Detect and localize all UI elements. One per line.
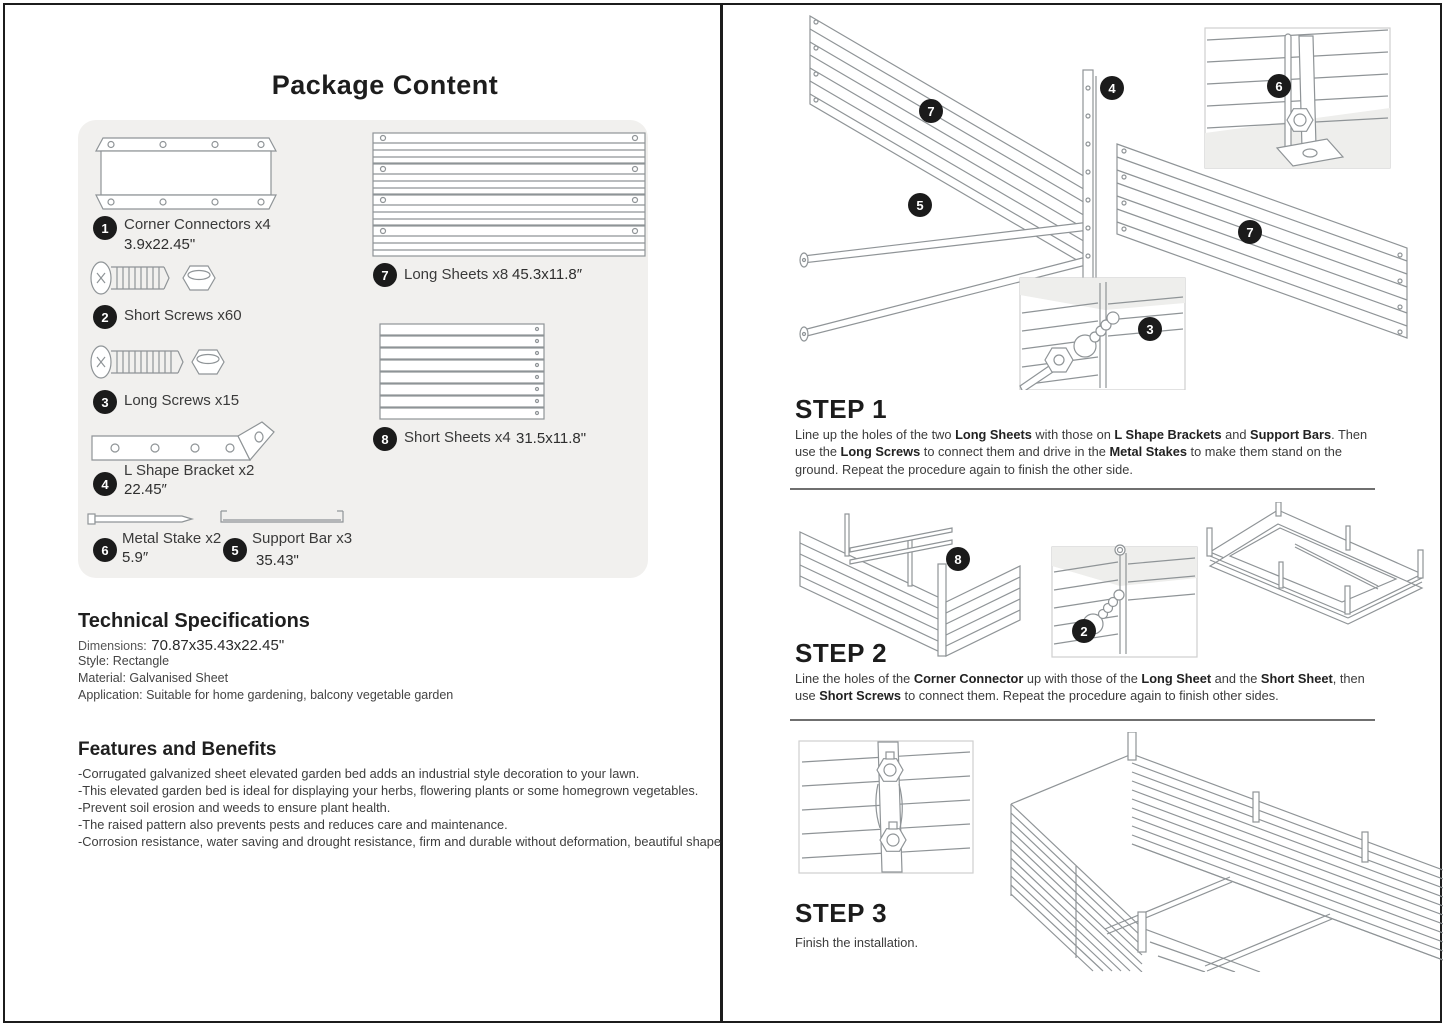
l-bracket-drawing [90,420,280,465]
package-content-box [78,120,648,578]
column-divider [720,3,723,1023]
step2-run: Short Sheet [1260,671,1333,686]
specs-dimensions [78,637,284,655]
part-dims-7: 45.3x11.8″ [512,266,583,283]
specs-application: Application: Suitable for home gardening, balcony vegetable garden [78,688,454,702]
part-badge-5: 5 [223,538,247,562]
step1-run: with those on [1031,427,1115,442]
feature-item: -Corrosion resistance, water saving and drought resistance, firm and durable without deformation, beautiful shape [78,834,722,849]
callout-long-sheet-2: 7 [1238,220,1262,244]
step1-run: L Shape Brackets [1114,427,1222,442]
support-bar-drawing [218,508,346,528]
corner-connector-drawing [93,135,279,213]
features-title: Features and Benefits [78,739,277,760]
callout-support-bar: 5 [908,193,932,217]
part-dims-1: 3.9x22.45" [124,236,196,253]
specs-dimensions-label: Dimensions: [78,639,147,653]
step2-run: Line the holes of the [795,671,914,686]
step2-diagram [790,502,1440,660]
part-badge-6: 6 [93,538,117,562]
divider-step1 [790,488,1375,490]
step1-run: . Then use the [795,427,1368,460]
part-name-2: Short Screws x60 [124,307,242,324]
part-name-3: Long Screws x15 [124,392,240,409]
step1-run: Metal Stakes [1109,444,1187,460]
part-name-8: Short Sheets x4 [404,429,511,446]
feature-item: -Prevent soil erosion and weeds to ensure plant health. [78,800,391,815]
step2-run: and the [1211,671,1261,686]
part-name-4: L Shape Bracket x2 [124,462,255,479]
step2-run: up with those of the [1023,671,1142,686]
callout-short-screw: 2 [1072,619,1096,643]
step3-text: Finish the installation. [795,935,919,950]
part-name-6: Metal Stake x2 [122,530,222,547]
step2-run: Short Screws [819,688,901,704]
part-badge-2: 2 [93,305,117,329]
step1-diagram [795,8,1440,390]
step1-run: Long Sheets [955,427,1032,442]
callout-l-bracket: 4 [1100,76,1124,100]
specs-dimensions-value: 70.87x35.43x22.45" [151,637,285,654]
part-badge-1: 1 [93,216,117,240]
step1-title: STEP 1 [795,394,888,424]
step2-run: Corner Connector [913,671,1024,686]
short-sheets-drawing [376,323,548,423]
callout-long-sheet: 7 [919,99,943,123]
step1-run: Support Bars [1250,427,1332,442]
part-badge-8: 8 [373,427,397,451]
step1-text [795,426,1383,478]
step3-title: STEP 3 [795,898,888,928]
step2-title: STEP 2 [795,638,888,668]
step2-text [795,670,1383,705]
step3-bolt-inset [798,740,974,874]
long-sheets-drawing [371,132,647,258]
feature-item: -Corrugated galvanized sheet elevated garden bed adds an industrial style decoration to your lawn. [78,766,640,781]
part-dims-8: 31.5x11.8" [516,430,587,447]
feature-item: -The raised pattern also prevents pests and reduces care and maintenance. [78,817,508,832]
step2-run: , then use [795,671,1365,704]
part-dims-6: 5.9″ [122,549,149,566]
part-badge-4: 4 [93,472,117,496]
part-badge-3: 3 [93,390,117,414]
part-name-7: Long Sheets x8 [404,266,509,283]
specs-title: Technical Specifications [78,610,310,632]
part-dims-5: 35.43" [256,552,299,569]
specs-material: Material: Galvanised Sheet [78,671,229,685]
specs-style: Style: Rectangle [78,654,170,668]
step1-run: and [1221,427,1251,442]
part-name-5: Support Bar x3 [252,530,353,547]
part-dims-4: 22.45″ [124,481,167,498]
divider-step2 [790,719,1375,721]
step1-run: to make them stand on the ground. Repeat the procedure again to finish the other side. [795,444,1343,477]
step1-run: Long Screws [840,444,921,460]
metal-stake-drawing [86,510,198,528]
callout-metal-stake: 6 [1267,74,1291,98]
callout-long-screw: 3 [1138,317,1162,341]
short-screw-drawing [88,258,223,298]
step1-run: to connect them and drive in the [920,444,1110,460]
long-screw-drawing [88,342,228,382]
step2-run: Long Sheet [1141,671,1212,686]
callout-short-sheet: 8 [946,547,970,571]
part-badge-7: 7 [373,263,397,287]
step1-run: Line up the holes of the two [795,427,956,442]
part-name-1: Corner Connectors x4 [124,216,271,233]
feature-item: -This elevated garden bed is ideal for displaying your herbs, flowering plants or some homegrown vegetables. [78,783,699,798]
page-title: Package Content [271,70,499,100]
step2-run: to connect them. Repeat the procedure again to finish other sides. [901,688,1279,704]
